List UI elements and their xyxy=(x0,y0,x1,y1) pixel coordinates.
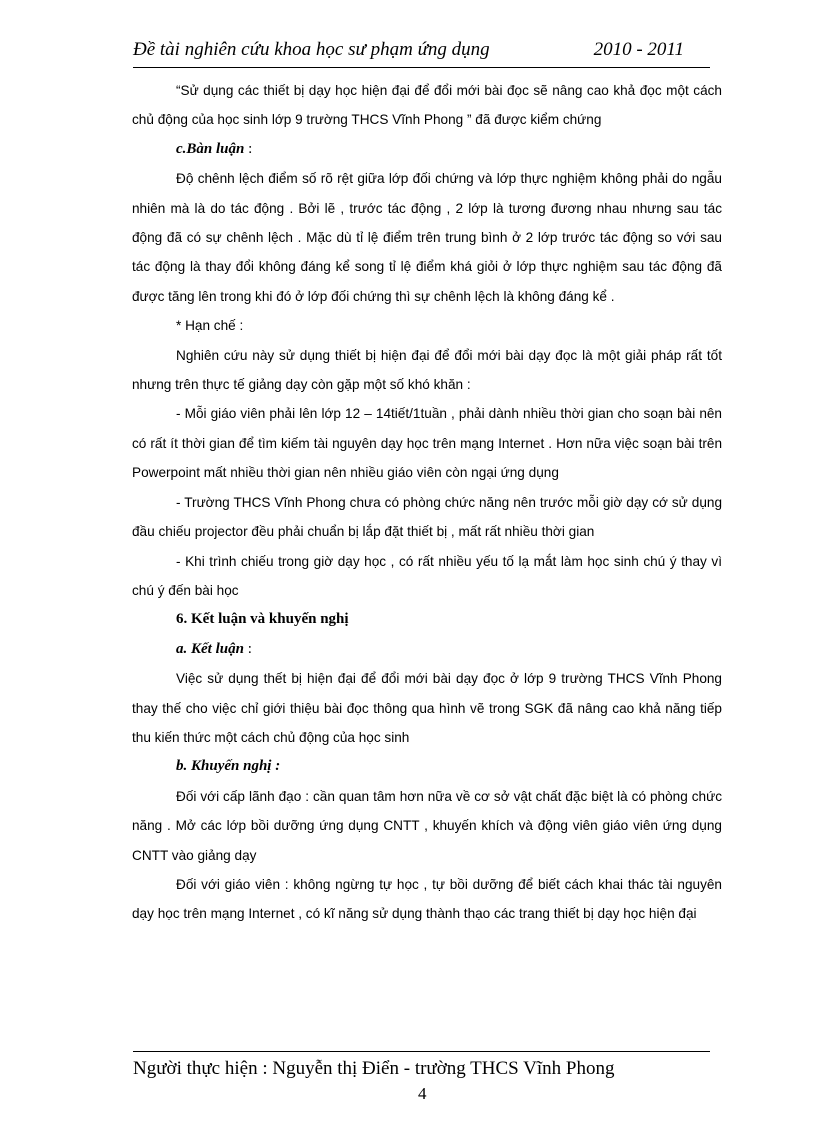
limitations-heading: * Hạn chế : xyxy=(176,318,244,334)
paragraph-conclusion: Việc sử dụng thết bị hiện đại để đổi mới bài dạy đọc ở lớp 9 trường THCS Vĩnh Phong thay thế cho việc chỉ giới thiệu bài đọc thông qua hình vẽ trong SGK đã nâng cao khả năng tiếp thu kiến thức một cách chủ động của học sinh xyxy=(132,671,722,745)
discussion-heading-text: c.Bàn luận xyxy=(176,140,245,157)
paragraph-limitation-1: - Mỗi giáo viên phải lên lớp 12 – 14tiết/1tuần , phải dành nhiều thời gian cho soạn bài nên có rất ít thời gian để tìm kiếm tài nguyên dạy học trên mạng Internet . Hơn nữa việc soạn bài trên Powerpoint mất nhiều thời gian nên nhiều giáo viên còn ngại ứng dụng xyxy=(132,406,722,481)
document-body xyxy=(132,76,722,929)
paragraph-discussion: Độ chênh lệch điểm số rõ rệt giữa lớp đối chứng và lớp thực nghiệm không phải do ngẫu nhiên mà là do tác động . Bởi lẽ , trước tác động , 2 lớp là tương đương nhau nhưng sau tác động đã có sự chênh lệch . Mặc dù tỉ lệ điểm trên trung bình ở 2 lớp trước tác động so với sau tác động là thay đổi không đáng kể song tỉ lệ điểm khá giỏi ở lớp thực nghiệm sau tác động đã được tăng lên trong khi đó ở lớp đối chứng thì sự chênh lệch là không đáng kể . xyxy=(132,171,722,304)
page-header xyxy=(133,37,710,68)
conclusion-heading xyxy=(132,635,722,664)
paragraph-recommendation-leaders: Đối với cấp lãnh đạo : cần quan tâm hơn nữa về cơ sở vật chất đặc biệt là có phòng chức năng . Mở các lớp bồi dưỡng ứng dụng CNTT , khuyến khích và động viên giáo viên ứng dụng CNTT vào giảng dạy xyxy=(132,788,722,863)
discussion-heading-suffix: : xyxy=(244,140,253,157)
header-title: Đề tài nghiên cứu khoa học sư phạm ứng dụng xyxy=(133,39,490,60)
header-year: 2010 - 2011 xyxy=(593,39,684,60)
paragraph-limitation-3: - Khi trình chiếu trong giờ dạy học , có rất nhiều yếu tố lạ mắt làm học sinh chú ý thay vì chú ý đến bài học xyxy=(132,553,722,598)
conclusion-heading-text: a. Kết luận xyxy=(176,640,244,657)
footer-author: Người thực hiện : Nguyễn thị Điển - trường THCS Vĩnh Phong xyxy=(133,1058,615,1079)
conclusion-heading-suffix: : xyxy=(243,640,252,657)
paragraph-limitations-intro: Nghiên cứu này sử dụng thiết bị hiện đại để đổi mới bài dạy đọc là một giải pháp rất tốt nhưng trên thực tế giảng dạy còn gặp một số khó khăn : xyxy=(132,347,722,393)
recommendation-heading: b. Khuyến nghị : xyxy=(176,758,281,775)
footer-divider xyxy=(133,1051,710,1052)
section-6-heading: 6. Kết luận và khuyến nghị xyxy=(176,611,349,628)
page-number: 4 xyxy=(418,1084,427,1103)
paragraph-limitation-2: - Trường THCS Vĩnh Phong chưa có phòng chức năng nên trước mỗi giờ dạy cớ sử dụng đầu chiếu projector đều phải chuẩn bị lắp đặt thiết bị , mất rất nhiều thời gian xyxy=(132,494,722,540)
paragraph-recommendation-teachers: Đối với giáo viên : không ngừng tự học , tự bồi dưỡng để biết cách khai thác tài nguyên dạy học trên mạng Internet , có kĩ năng sử dụng thành thạo các trang thiết bị dạy học hiện đại xyxy=(132,876,722,922)
paragraph-hypothesis: “Sử dụng các thiết bị dạy học hiện đại để đổi mới bài đọc sẽ nâng cao khả đọc một cách chủ động của học sinh lớp 9 trường THCS Vĩnh Phong ” đã được kiểm chứng xyxy=(132,83,722,128)
discussion-heading xyxy=(132,135,722,164)
